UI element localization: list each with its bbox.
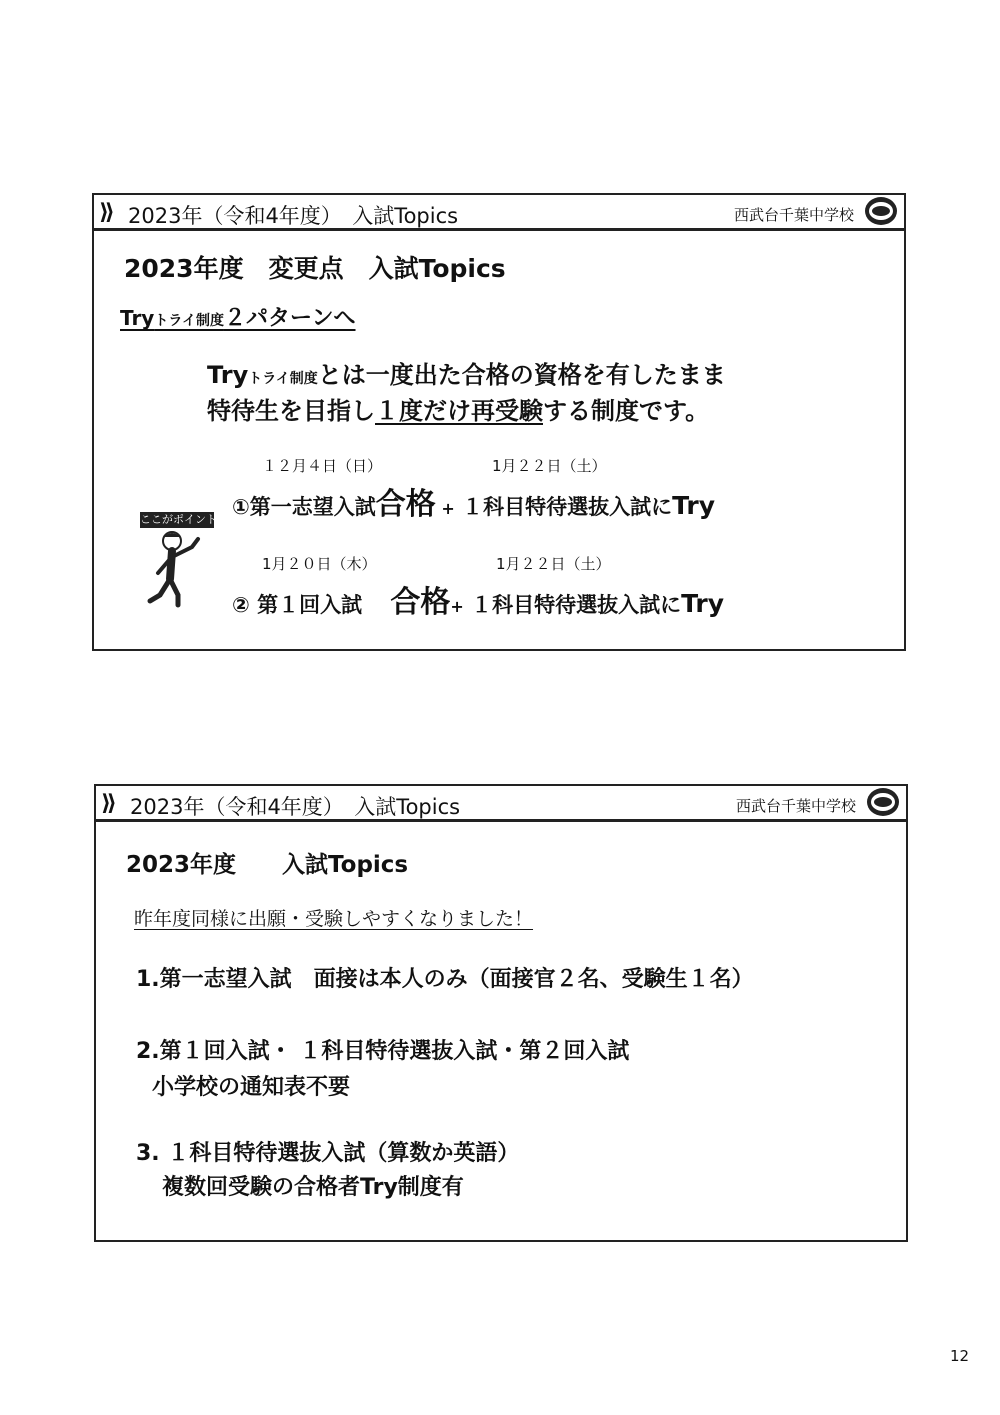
- row1-plus: +: [441, 499, 455, 518]
- slide-header: [94, 195, 904, 231]
- desc-rest: とは一度出た合格の資格を有したまま: [317, 361, 726, 389]
- row2-text: [232, 577, 724, 621]
- slide-subtitle: [120, 301, 356, 332]
- subtitle-small: トライ制度: [154, 313, 224, 329]
- school-name: 西武台千葉中学校: [735, 797, 856, 815]
- header-title: 2023年（令和4年度） 入試Topics: [128, 204, 459, 228]
- header-title: 2023年（令和4年度） 入試Topics: [130, 795, 461, 819]
- row2-date-b: 1月２２日（土）: [496, 555, 611, 573]
- subtitle-try: Try: [120, 306, 155, 330]
- row1-pre: ①第一志望入試: [232, 495, 376, 519]
- row1-big: 合格: [375, 487, 436, 522]
- page-number: 12: [950, 1347, 970, 1365]
- school-logo-icon: [866, 787, 900, 817]
- slide-1: [92, 193, 906, 651]
- slide-heading: 2023年度 入試Topics: [126, 852, 409, 878]
- desc2-pre: 特待生を目指し: [207, 397, 375, 425]
- desc-try: Try: [207, 361, 249, 389]
- point-label: ここがポイント: [140, 513, 217, 526]
- school-logo-icon: [864, 196, 898, 226]
- row1-try: Try: [672, 491, 716, 520]
- subtitle-rest: ２パターンへ: [223, 306, 356, 331]
- desc-small: トライ制度: [248, 371, 318, 387]
- row1-text: [232, 479, 715, 523]
- row2-plus: +: [450, 597, 464, 616]
- item-3-line-2: 複数回受験の合格者Try制度有: [162, 1175, 464, 1200]
- row2-big: 合格: [390, 585, 451, 620]
- row1-date-b: 1月２２日（土）: [492, 457, 607, 475]
- description-line-1: [207, 355, 726, 390]
- row2-pre: ② 第１回入試: [232, 593, 363, 617]
- desc2-underline: １度だけ再受験: [375, 397, 543, 425]
- description-line-2: [207, 391, 709, 426]
- slide-subtitle: 昨年度同様に出願・受験しやすくなりました！: [134, 908, 534, 930]
- item-3-line-1: 3. １科目特待選抜入試（算数か英語）: [136, 1141, 520, 1166]
- item-2-line-1: 2.第１回入試・ １科目特待選抜入試・第２回入試: [136, 1039, 630, 1064]
- desc2-post: する制度です。: [543, 397, 710, 425]
- slide-2: [94, 784, 908, 1242]
- item-1: 1.第一志望入試 面接は本人のみ（面接官２名、受験生１名）: [136, 967, 754, 992]
- row2-try: Try: [681, 589, 725, 618]
- item-2-line-2: 小学校の通知表不要: [152, 1075, 351, 1100]
- slide-header: [96, 786, 906, 822]
- slide-heading: 2023年度 変更点 入試Topics: [124, 254, 506, 283]
- row2-post: １科目特待選抜入試に: [471, 593, 682, 617]
- school-name: 西武台千葉中学校: [733, 206, 854, 224]
- row2-date-a: 1月２０日（木）: [262, 555, 377, 573]
- row1-post: １科目特待選抜入試に: [462, 495, 673, 519]
- row1-date-a: １２月４日（日）: [262, 457, 383, 475]
- double-chevron-icon: ⟫: [99, 200, 111, 225]
- double-chevron-icon: ⟫: [101, 791, 113, 816]
- pointing-person-icon: [144, 529, 204, 611]
